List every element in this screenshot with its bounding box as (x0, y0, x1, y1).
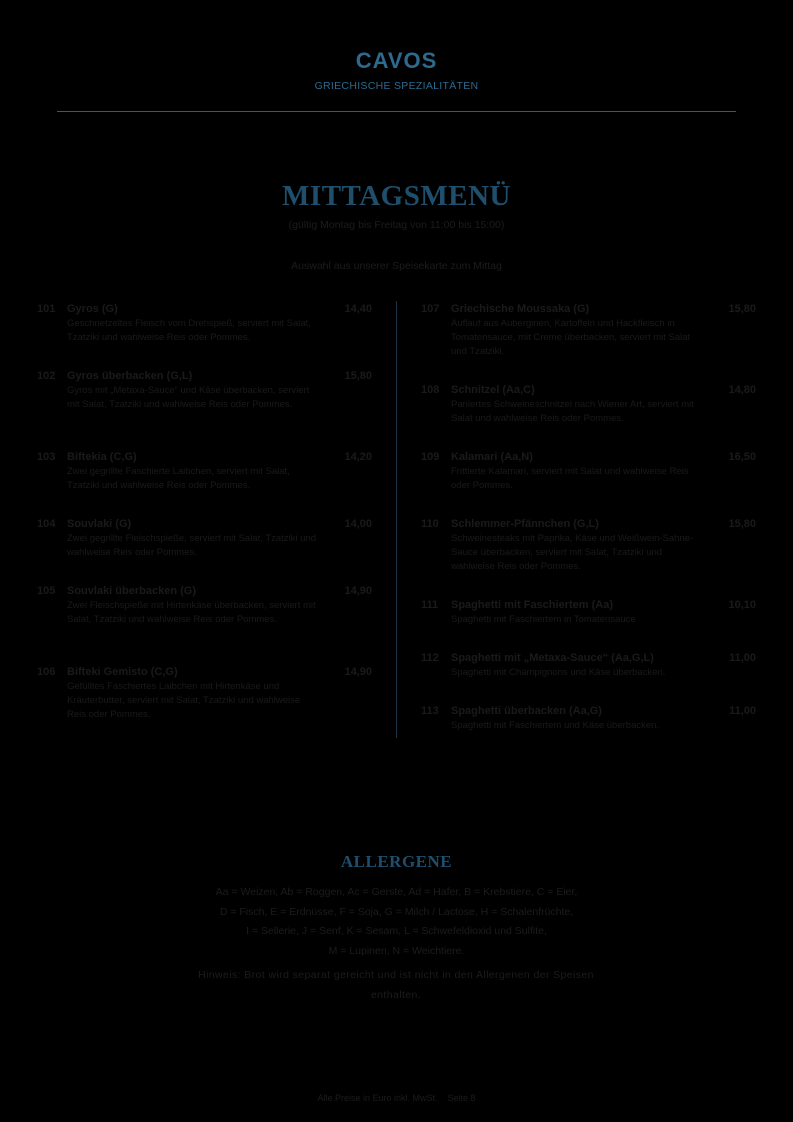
item-number: 111 (421, 599, 439, 611)
item-description: Frittierte Kalamari, serviert mit Salat und wahlweise Reis oder Pommes. (451, 466, 689, 491)
brand-subtitle: GRIECHISCHE SPEZIALITÄTEN (314, 80, 479, 92)
item-price: 14,90 (344, 585, 372, 597)
item-number: 104 (37, 518, 56, 530)
header-divider (57, 111, 736, 112)
item-price: 15,80 (728, 303, 756, 315)
item-description: Gefülltes Faschiertes Laibchen mit Hirtenkäse und Kräuterbutter, serviert mit Salat, Tzatziki und wahlweise Reis oder Pommes. (67, 681, 301, 720)
item-number: 105 (37, 585, 56, 597)
item-number: 112 (421, 652, 439, 664)
item-name: Bifteki Gemisto (C,G) (67, 666, 178, 678)
item-description: Auflauf aus Auberginen, Kartoffeln und Hackfleisch in Tomatensauce, mit Creme überbacken, serviert mit Salat und Tzatziki. (451, 318, 691, 357)
column-divider (396, 301, 397, 738)
allergen-line: Aa = Weizen, Ab = Roggen, Ac = Gerste, Ad = Hafer, B = Krebstiere, C = Eier, (215, 886, 578, 898)
item-number: 102 (37, 370, 56, 382)
item-description: Zwei Fleischspieße mit Hirtenkäse überbacken, serviert mit Salat, Tzatziki und wahlweise Reis oder Pommes. (67, 600, 316, 625)
item-description: Paniertes Schweineschnitzel nach Wiener Art, serviert mit Salat und wahlweise Reis oder Pommes. (451, 399, 694, 424)
item-number: 101 (37, 303, 56, 315)
item-name: Kalamari (Aa,N) (451, 451, 533, 463)
item-name: Biftekia (C,G) (67, 451, 137, 463)
item-description: Zwei gegrillte Fleischspieße, serviert mit Salat, Tzatziki und wahlweise Reis oder Pommes. (67, 533, 317, 558)
item-number: 103 (37, 451, 56, 463)
item-price: 14,40 (344, 303, 372, 315)
allergens-title: ALLERGENE (340, 852, 453, 871)
item-price: 15,80 (344, 370, 372, 382)
item-price: 10,10 (728, 599, 756, 611)
item-number: 113 (421, 705, 439, 717)
item-number: 107 (421, 303, 440, 315)
item-price: 11,00 (729, 705, 756, 717)
item-description: Schweinesteaks mit Paprika, Käse und Weißwein-Sahne-Sauce überbacken, serviert mit Salat, Tzatziki und wahlweise Reis oder Pommes. (451, 533, 694, 572)
menu-validity: (gültig Montag bis Freitag von 11:00 bis 15:00) (288, 219, 505, 231)
item-name: Gyros (G) (67, 303, 118, 315)
item-description: Spaghetti mit Faschiertem in Tomatensauce (451, 614, 636, 625)
item-description: Zwei gegrillte Faschierte Laibchen, serviert mit Salat, Tzatziki und wahlweise Reis oder Pommes. (67, 466, 290, 491)
item-price: 15,80 (728, 518, 756, 530)
item-description: Gyros mit „Metaxa-Sauce“ und Käse überbacken, serviert mit Salat, Tzatziki und wahlweise Reis oder Pommes. (67, 385, 310, 410)
allergen-line: I = Sellerie, J = Senf, K = Sesam, L = Schwefeldioxid und Sulfite, (246, 925, 547, 937)
allergen-line: D = Fisch, E = Erdnüsse, F = Soja, G = Milch / Lactose, H = Schalenfrüchte, (219, 905, 574, 918)
item-description: Spaghetti mit Faschiertem und Käse überbacken. (451, 720, 660, 731)
item-description: Geschnetzeltes Fleisch vom Drehspieß, serviert mit Salat, Tzatziki und wahlweise Reis oder Pommes. (67, 318, 311, 343)
item-name: Gyros überbacken (G,L) (67, 370, 193, 382)
item-name: Souvlaki überbacken (G) (67, 585, 196, 597)
item-name: Spaghetti mit „Metaxa-Sauce“ (Aa,G,L) (451, 652, 654, 664)
item-name: Griechische Moussaka (G) (451, 303, 590, 315)
item-name: Spaghetti überbacken (Aa,G) (451, 705, 602, 717)
item-name: Schnitzel (Aa,C) (451, 384, 535, 396)
item-number: 110 (421, 518, 439, 530)
allergen-hint: Hinweis: Brot wird separat gereicht und ist nicht in den Allergenen der Speisen enthalten. (198, 969, 594, 1001)
item-price: 14,20 (344, 451, 372, 463)
item-price: 11,00 (729, 652, 756, 664)
item-price: 14,00 (344, 518, 372, 530)
brand-name: CAVOS (355, 48, 438, 73)
item-description: Spaghetti mit Champignons und Käse überbacken. (451, 667, 666, 678)
allergens-list (0, 883, 793, 961)
item-name: Schlemmer-Pfännchen (G,L) (451, 518, 599, 530)
item-number: 109 (421, 451, 440, 463)
item-number: 106 (37, 666, 56, 678)
menu-selection-note: Auswahl aus unserer Speisekarte zum Mittag (291, 260, 502, 272)
allergen-line: M = Lupinen, N = Weichtiere. (328, 944, 465, 957)
item-name: Spaghetti mit Faschiertem (Aa) (451, 599, 613, 611)
item-price: 14,90 (344, 666, 372, 678)
item-number: 108 (421, 384, 440, 396)
page-footer: Alle Preise in Euro inkl. MwSt. Seite 8 (317, 1093, 476, 1103)
item-price: 14,80 (728, 384, 756, 396)
menu-title: MITTAGSMENÜ (282, 180, 511, 212)
item-name: Souvlaki (G) (67, 518, 132, 530)
item-price: 16,50 (728, 451, 756, 463)
